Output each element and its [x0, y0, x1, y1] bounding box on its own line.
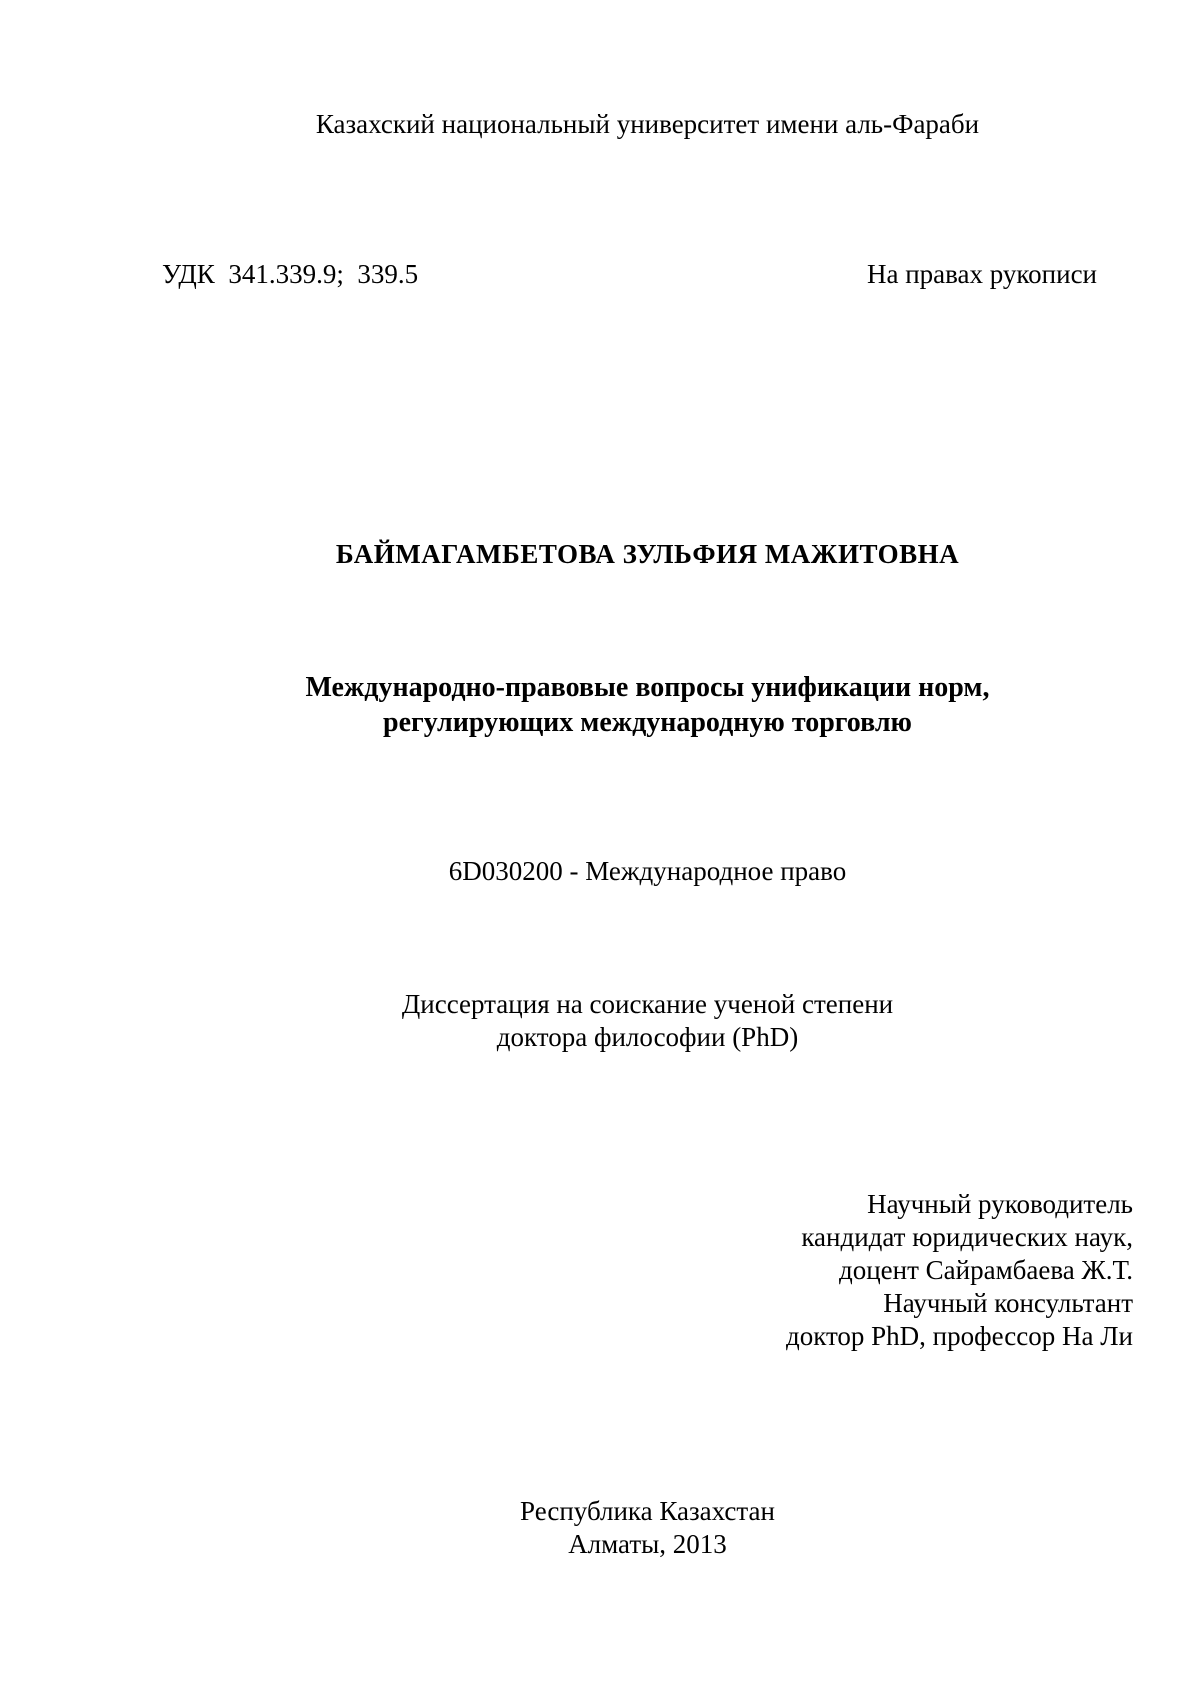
dissertation-title-line-2: регулирующих международную торговлю [383, 707, 912, 738]
footer-city-year: Алматы, 2013 [568, 1529, 727, 1559]
manuscript-note: На правах рукописи [866, 259, 1097, 289]
udc-code: УДК 341.339.9; 339.5 [162, 259, 419, 289]
footer-country: Республика Казахстан [520, 1496, 775, 1526]
dissertation-title-line-1: Международно-правовые вопросы унификации норм, [305, 672, 990, 703]
supervisor-role-label: Научный руководитель [867, 1189, 1133, 1219]
supervisor-degree: кандидат юридических наук, [801, 1222, 1133, 1252]
udk-row [162, 258, 1133, 291]
university-name: Казахский национальный университет имени аль-Фараби [315, 109, 980, 139]
thesis-statement [162, 988, 1133, 1054]
supervisors-block [162, 1188, 1133, 1353]
consultant-role-label: Научный консультант [883, 1288, 1133, 1318]
dissertation-title [162, 670, 1133, 740]
thesis-statement-line-1: Диссертация на соискание ученой степени [401, 989, 894, 1019]
thesis-statement-line-2: доктора философии (PhD) [496, 1022, 799, 1052]
author-name: БАЙМАГАМБЕТОВА ЗУЛЬФИЯ МАЖИТОВНА [335, 539, 960, 569]
footer-block [162, 1495, 1133, 1561]
consultant-name: доктор PhD, профессор На Ли [785, 1321, 1133, 1351]
supervisor-name: доцент Сайрамбаева Ж.Т. [839, 1255, 1133, 1285]
specialty-code: 6D030200 - Международное право [448, 856, 847, 886]
